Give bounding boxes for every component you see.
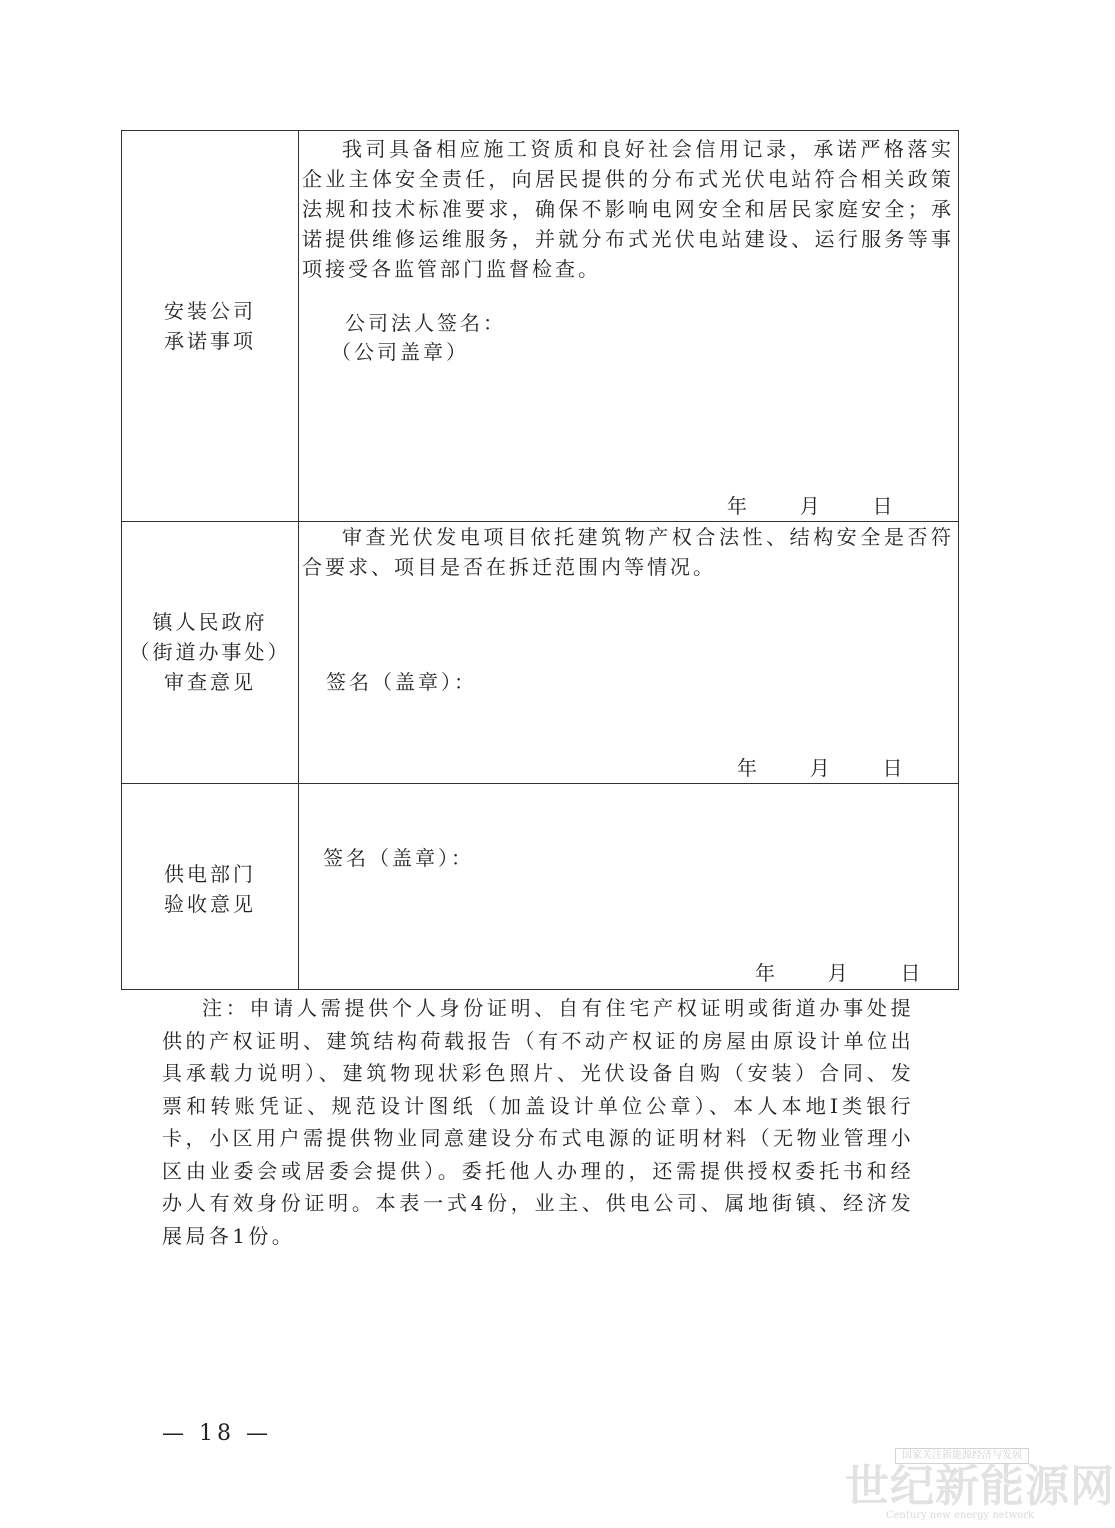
page-number: — 18 — — [162, 1421, 272, 1446]
date-year: 年 — [727, 494, 747, 518]
date-month: 月 — [799, 494, 820, 518]
date-day: 日 — [872, 494, 893, 518]
label-line: 安装公司 — [164, 299, 256, 323]
label-line: 镇人民政府 — [152, 610, 268, 634]
installer-commitment-row — [122, 131, 958, 521]
power-label-cell — [122, 784, 299, 989]
power-label — [122, 859, 298, 919]
town-content-cell — [299, 522, 958, 783]
installer-label-cell — [122, 131, 299, 521]
town-date — [737, 753, 902, 783]
installer-date — [727, 491, 892, 521]
town-label — [122, 607, 298, 697]
label-line: 审查意见 — [164, 670, 256, 694]
date-year: 年 — [755, 961, 775, 985]
town-signature-label: 签名（盖章）： — [326, 670, 477, 694]
power-acceptance-row — [122, 783, 958, 989]
legal-rep-signature-label: 公司法人签名： — [345, 311, 506, 335]
application-note: 注：申请人需提供个人身份证明、自有住宅产权证明或街道办事处提供的产权证明、建筑结构荷载报告（有不动产权证的房屋由原设计单位出具承载力说明）、建筑物现状彩色照片、光伏设备自购（安装）合同、发票和转账凭证、规范设计图纸（加盖设计单位公章）、本人本地Ⅰ类银行卡，小区用户需提供物业同意建设分布式电源的证明材料（无物业管理小区由业委会或居委会提供）。委托他人办理的，还需提供授权委托书和经办人有效身份证明。本表一式4份，业主、供电公司、属地街镇、经济发展局各1份。 — [162, 996, 914, 1248]
company-seal-label: （公司盖章） — [331, 340, 469, 364]
date-year: 年 — [737, 756, 757, 780]
date-month: 月 — [827, 961, 848, 985]
label-line: （街道办事处） — [129, 640, 291, 664]
approval-form-table — [121, 130, 959, 990]
date-month: 月 — [809, 756, 830, 780]
watermark-sub-text: Century new energy network — [885, 1510, 1035, 1521]
label-line: 验收意见 — [164, 892, 256, 916]
watermark-top-text: 国家关注新能源经济与发展 — [895, 1448, 1029, 1464]
date-day: 日 — [882, 756, 903, 780]
installer-label — [122, 296, 298, 356]
town-label-cell — [122, 522, 299, 783]
town-review-instruction: 审查光伏发电项目依托建筑物产权合法性、结构安全是否符合要求、项目是否在拆迁范围内等情况。 — [302, 525, 954, 579]
label-line: 供电部门 — [164, 862, 256, 886]
power-signature-label: 签名（盖章）： — [323, 846, 474, 870]
installer-commitment-text: 我司具备相应施工资质和良好社会信用记录，承诺严格落实企业主体安全责任，向居民提供的分布式光伏电站符合相关政策法规和技术标准要求，确保不影响电网安全和居民家庭安全；承诺提供维修运维服务，并就分布式光伏电站建设、运行服务等事项接受各监管部门监督检查。 — [302, 137, 954, 281]
label-line: 承诺事项 — [164, 329, 256, 353]
power-content-cell — [299, 784, 958, 989]
town-review-row — [122, 521, 958, 783]
date-day: 日 — [900, 961, 921, 985]
watermark-main-text: 世纪新能源网 — [845, 1461, 1115, 1512]
power-date — [755, 958, 920, 988]
installer-content-cell — [299, 131, 958, 521]
watermark-logo — [845, 1448, 1115, 1523]
